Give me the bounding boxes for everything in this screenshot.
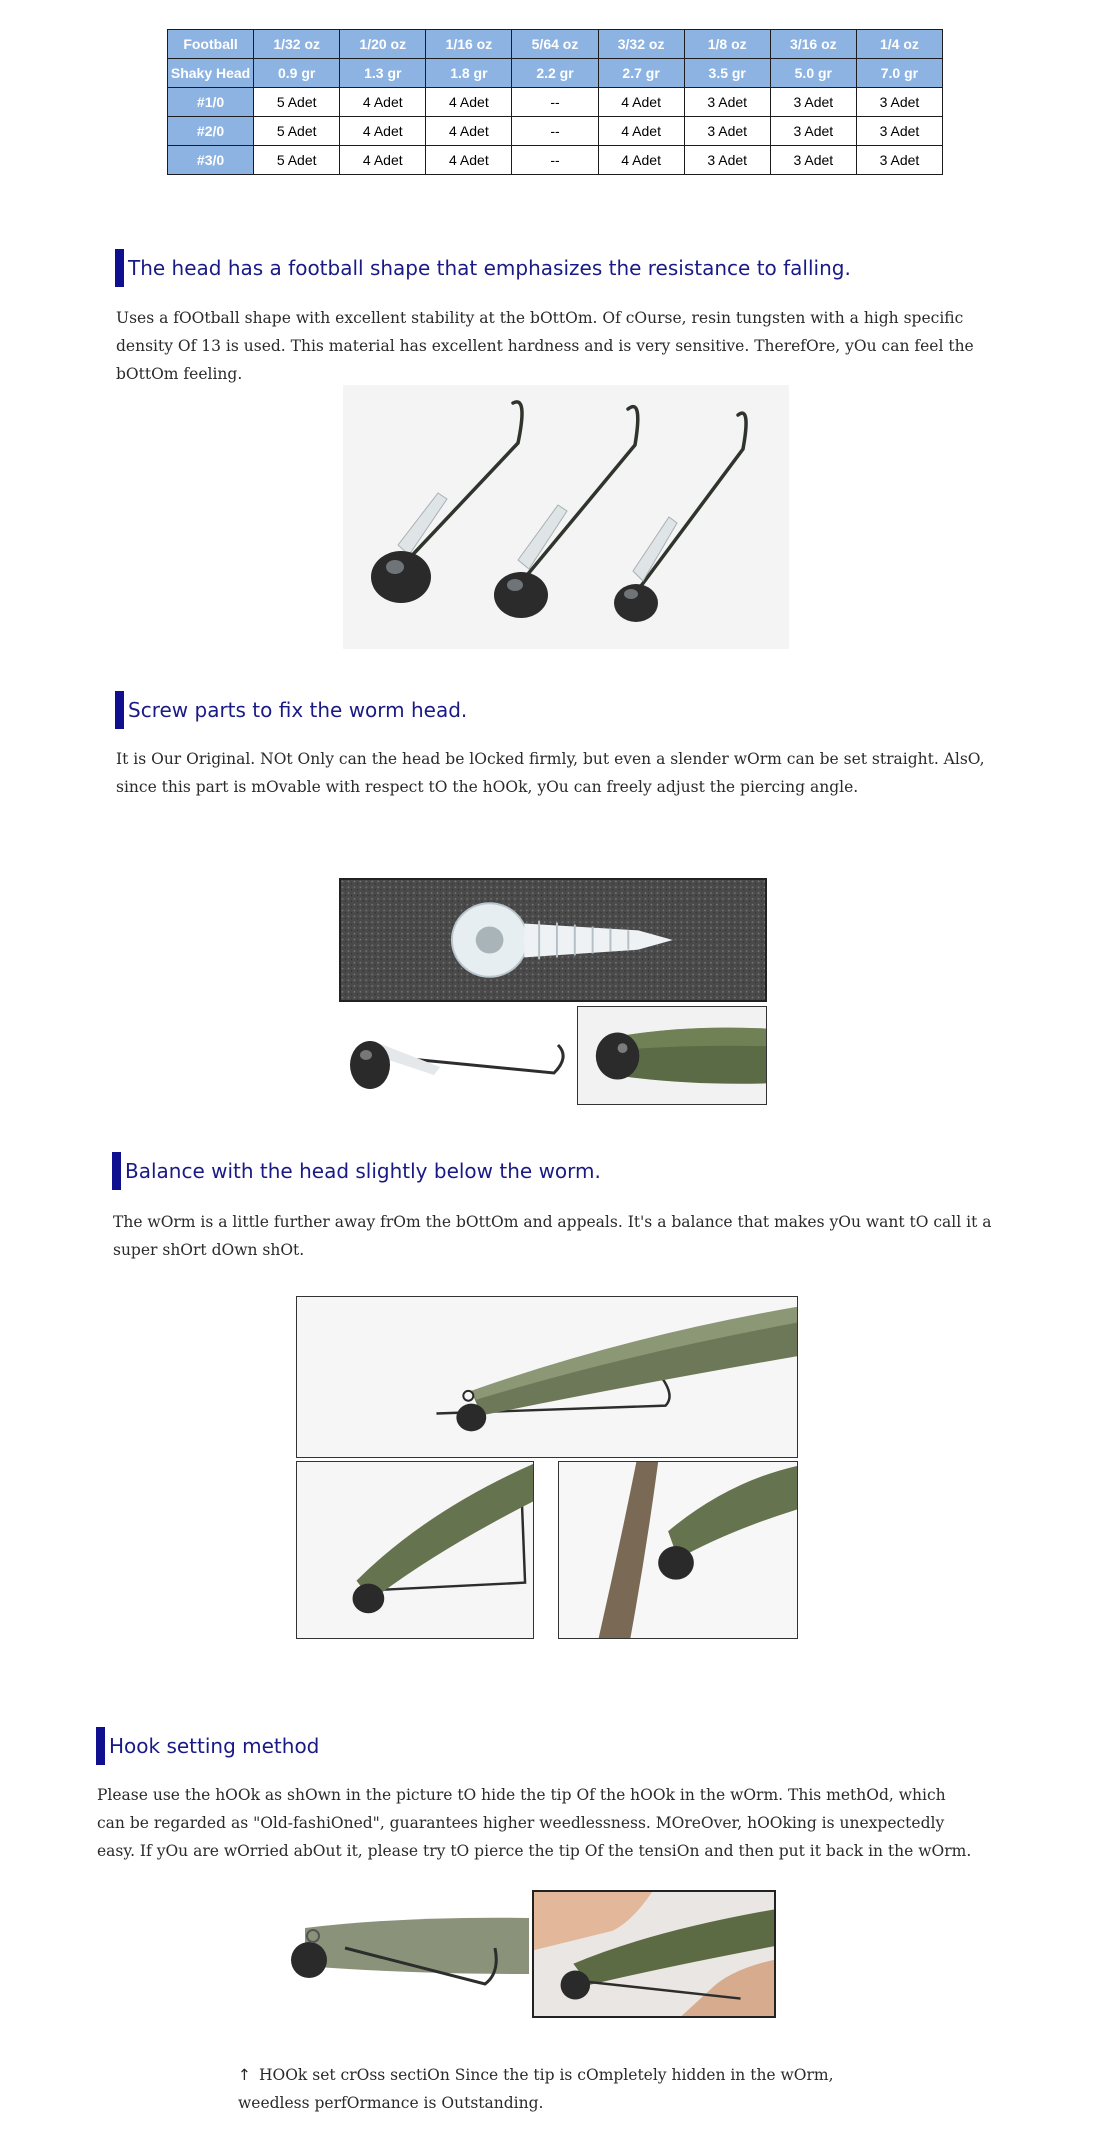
- balance-wide-photo: [296, 1296, 798, 1458]
- table-cell: 3 Adet: [684, 88, 770, 117]
- spec-table: [167, 29, 943, 175]
- section-heading-text: Hook setting method: [109, 1734, 320, 1758]
- table-header-cell: 1/8 oz: [684, 30, 770, 59]
- table-row: [168, 146, 943, 175]
- table-header-cell: 1/20 oz: [340, 30, 426, 59]
- table-cell: 4 Adet: [598, 117, 684, 146]
- table-cell: 4 Adet: [426, 88, 512, 117]
- table-cell: 4 Adet: [426, 117, 512, 146]
- hook-set-caption-text: HOOk set crOss sectiOn Since the tip is cOmpletely hidden in the wOrm, weedless perfOrmance is Outstanding.: [238, 2066, 834, 2112]
- table-header-cell: 1/32 oz: [254, 30, 340, 59]
- table-cell: --: [512, 117, 598, 146]
- table-header-cell: 1/16 oz: [426, 30, 512, 59]
- table-header-cell: 1/4 oz: [856, 30, 942, 59]
- table-header-row: [168, 30, 943, 59]
- section-heading-text: Balance with the head slightly below the worm.: [125, 1159, 601, 1183]
- section-text: Uses a fOOtball shape with excellent stability at the bOttOm. Of cOurse, resin tungsten with a high specific density Of 13 is used. This material has excellent hardness and is very sensitive. TherefOre, yOu can feel the bOttOm feeling.: [116, 309, 974, 383]
- table-cell: --: [512, 146, 598, 175]
- screw-part-photo: [339, 878, 767, 1002]
- worm-attached-photo: [577, 1006, 767, 1105]
- table-cell: 4 Adet: [598, 88, 684, 117]
- table-cell: 3 Adet: [856, 88, 942, 117]
- table-row-label: #2/0: [168, 117, 254, 146]
- section-text: It is Our Original. NOt Only can the head be lOcked firmly, but even a slender wOrm can be set straight. AlsO, since this part is mOvable with respect tO the hOOk, yOu can freely adjust the piercing angle.: [116, 750, 985, 796]
- table-header-cell: 2.7 gr: [598, 59, 684, 88]
- table-cell: --: [512, 88, 598, 117]
- balance-branch-photo: [558, 1461, 798, 1639]
- table-header-cell: 1.8 gr: [426, 59, 512, 88]
- arrow-up-icon: ↑: [238, 2066, 251, 2084]
- table-cell: 4 Adet: [340, 117, 426, 146]
- section-heading-text: Screw parts to fix the worm head.: [128, 698, 468, 722]
- hook-set-caption: [238, 2061, 878, 2117]
- table-header-cell: 0.9 gr: [254, 59, 340, 88]
- hook-set-hand-photo: [532, 1890, 776, 2018]
- section-heading: [112, 1152, 601, 1190]
- table-header-cell: 1.3 gr: [340, 59, 426, 88]
- table-cell: 4 Adet: [340, 146, 426, 175]
- table-cell: 5 Adet: [254, 88, 340, 117]
- table-header-cell: 3/32 oz: [598, 30, 684, 59]
- table-row-label: #3/0: [168, 146, 254, 175]
- table-row-label: #1/0: [168, 88, 254, 117]
- table-cell: 3 Adet: [856, 146, 942, 175]
- table-header-cell: 5/64 oz: [512, 30, 598, 59]
- table-header-cell: Football: [168, 30, 254, 59]
- table-row: [168, 88, 943, 117]
- table-cell: 4 Adet: [598, 146, 684, 175]
- section-text: The wOrm is a little further away frOm the bOttOm and appeals. It's a balance that makes yOu want tO call it a super shOrt dOwn shOt.: [113, 1213, 992, 1259]
- hook-set-worm-photo: [285, 1888, 529, 2010]
- table-header-cell: 3/16 oz: [770, 30, 856, 59]
- section-heading: [115, 249, 851, 287]
- table-header-cell: 2.2 gr: [512, 59, 598, 88]
- table-weight-row: [168, 59, 943, 88]
- table-header-cell: 7.0 gr: [856, 59, 942, 88]
- table-header-cell: Shaky Head: [168, 59, 254, 88]
- table-row: [168, 117, 943, 146]
- table-cell: 4 Adet: [340, 88, 426, 117]
- table-cell: 5 Adet: [254, 146, 340, 175]
- table-cell: 3 Adet: [684, 117, 770, 146]
- table-cell: 3 Adet: [770, 146, 856, 175]
- table-header-cell: 5.0 gr: [770, 59, 856, 88]
- hook-with-screw-photo: [330, 1005, 576, 1107]
- table-cell: 3 Adet: [770, 117, 856, 146]
- balance-left-photo: [296, 1461, 534, 1639]
- section-text: Please use the hOOk as shOwn in the picture tO hide the tip Of the hOOk in the wOrm. This methOd, which can be regarded as "Old-fashiOned", guarantees higher weedlessness. MOreOver, hOOking is unexpectedly easy. If yOu are wOrried abOut it, please try tO pierce the tip Of the tensiOn and then put it back in the wOrm.: [97, 1786, 972, 1860]
- section-heading-text: The head has a football shape that emphasizes the resistance to falling.: [128, 256, 851, 280]
- table-cell: 3 Adet: [770, 88, 856, 117]
- section-heading: [96, 1727, 319, 1765]
- table-header-cell: 3.5 gr: [684, 59, 770, 88]
- table-cell: 3 Adet: [856, 117, 942, 146]
- table-cell: 4 Adet: [426, 146, 512, 175]
- table-cell: 5 Adet: [254, 117, 340, 146]
- football-heads-photo: [343, 385, 789, 649]
- section-heading: [115, 691, 467, 729]
- table-cell: 3 Adet: [684, 146, 770, 175]
